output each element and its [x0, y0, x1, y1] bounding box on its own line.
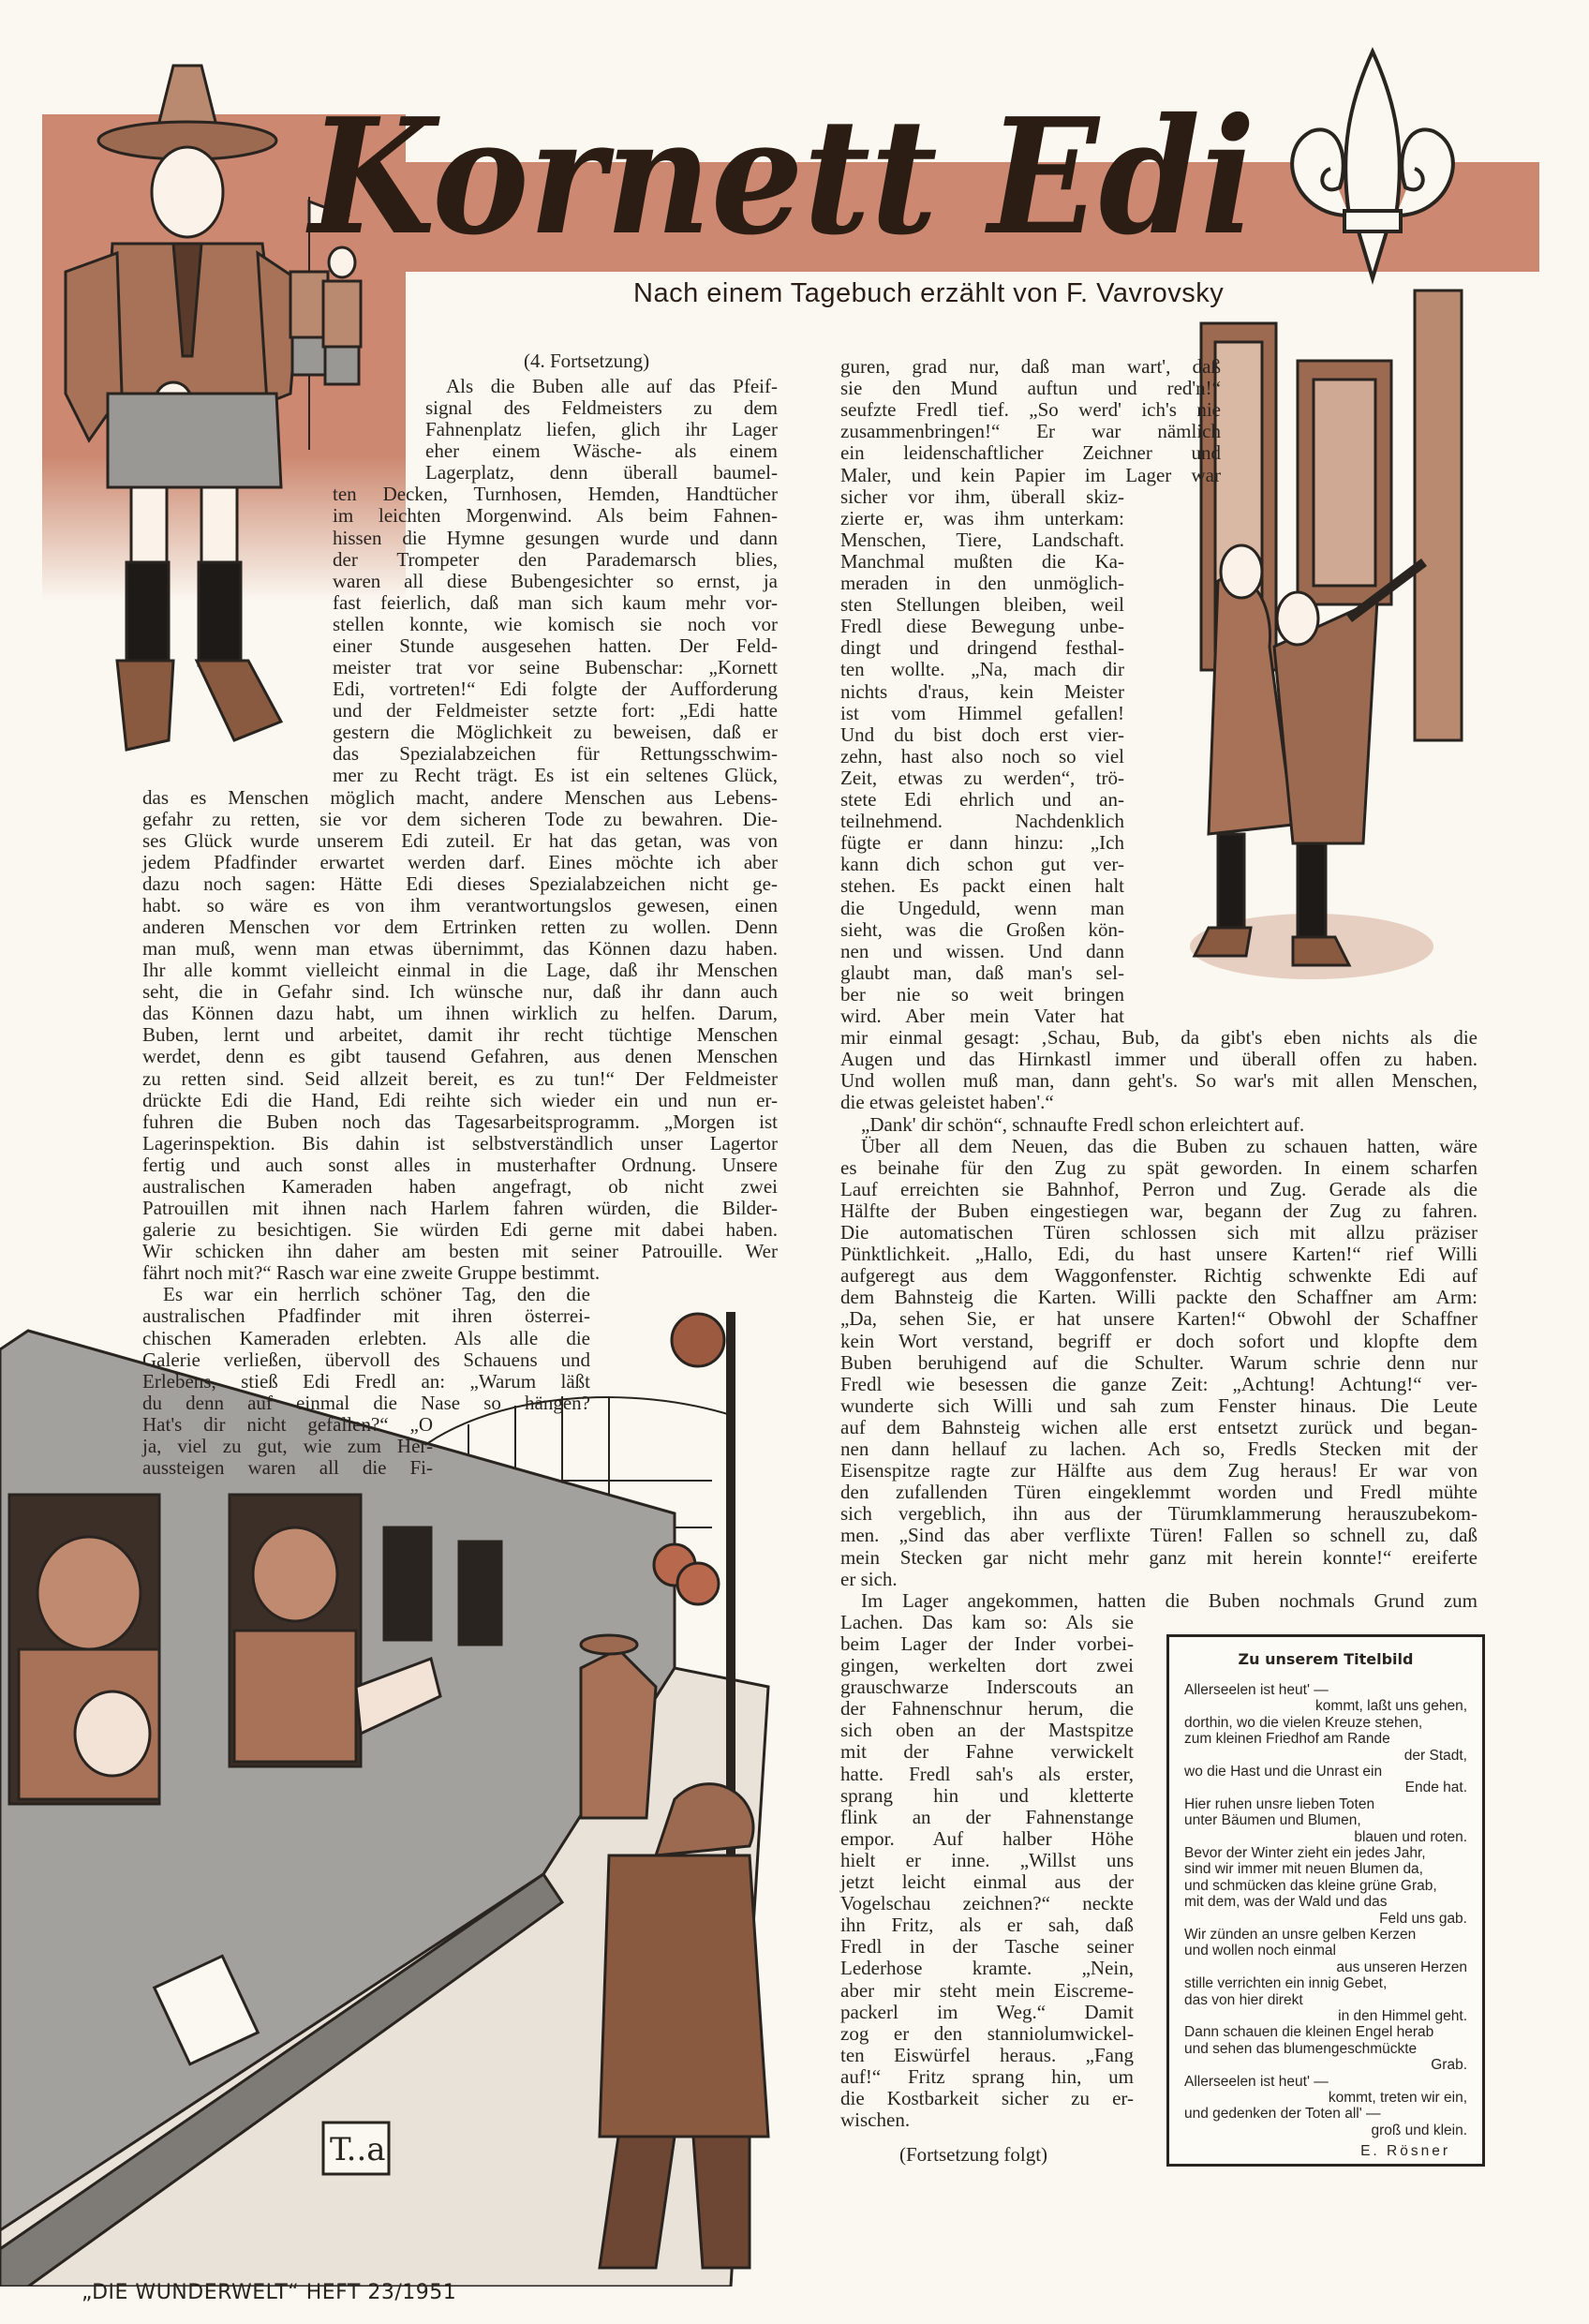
poem-line: groß und klein. — [1371, 2122, 1467, 2138]
text-line: guren, grad nur, daß man wart', daß — [840, 355, 1221, 378]
text-line: Menschen, Tiere, Landschaft. — [840, 528, 1124, 551]
text-line: beim Lager der Inder vorbei- — [840, 1631, 1134, 1655]
illustrator-signature: T..a — [330, 2131, 386, 2168]
poem-line: Wir zünden an unsre gelben Kerzen — [1184, 1927, 1417, 1943]
text-line: sich vergeblich, ihn aus der Türumklammerung herauszubekom- — [840, 1502, 1478, 1526]
text-line: seht, die in Gefahr sind. Ich wünsche nur, daß ihr dann auch — [142, 980, 778, 1004]
poem-line: das von hier direkt — [1184, 1991, 1303, 2008]
text-line: aussteigen waren all die Fi- — [142, 1456, 433, 1479]
text-line: ja, viel zu gut, wie zum Her- — [142, 1434, 433, 1457]
text-line: Pünktlichkeit. „Hallo, Edi, du hast unsere Karten!“ rief Willi — [840, 1243, 1478, 1266]
text-line: sich oben an der Mastspitze — [840, 1719, 1134, 1742]
poem-line: in den Himmel geht. — [1338, 2008, 1467, 2024]
text-line: australischen Pfadfinder mit ihren österrei- — [142, 1304, 590, 1328]
text-line: ist vom Himmel gefallen! — [840, 701, 1124, 724]
text-line: wischen. — [840, 2108, 911, 2132]
text-line: ten Decken, Turnhosen, Hemden, Handtücher — [333, 483, 778, 506]
publication-footer: „DIE WUNDERWELT“ HEFT 23/1951 — [82, 2281, 457, 2304]
text-line: gingen, werkelten dort zwei — [840, 1654, 1134, 1676]
story-subtitle: Nach einem Tagebuch erzählt von F. Vavrovsky — [633, 278, 1225, 308]
poem-line: zum kleinen Friedhof am Rande — [1184, 1731, 1390, 1748]
text-line: Die automatischen Türen schlossen sich mit allzu präziser — [840, 1221, 1478, 1244]
text-line: hielt er inne. „Willst uns — [840, 1848, 1134, 1871]
text-line: „Da, sehen Sie, er hat unsere Karten!“ Obwohl der Schaffner — [840, 1307, 1478, 1331]
text-line: dazu noch sagen: Hätte Edi dieses Spezialabzeichen nicht ge- — [142, 872, 778, 895]
text-line: hissen die Hymne gesungen wurde und dann — [333, 526, 778, 549]
text-line: chischen Kameraden erlebten. Als alle die — [142, 1326, 590, 1349]
text-line: Lauf erreichten sie Bahnhof, Perron und Zug. Gerade als die — [840, 1177, 1478, 1200]
text-line: das Können dazu habt, um ihnen wirklich zu helfen. Darum, — [142, 1002, 778, 1025]
poem-line: Ende hat. — [1404, 1780, 1467, 1796]
text-line: die etwas geleistet haben'.“ — [840, 1091, 1054, 1114]
text-line: eher einem Wäsche- als einem — [425, 439, 778, 463]
text-line: Edi, vortreten!“ Edi folgte der Aufforderung — [333, 678, 778, 701]
text-line: Zeit, etwas zu werden“, trö- — [840, 766, 1124, 789]
text-line: sten Stellungen bleiben, weil — [840, 593, 1124, 617]
text-line: zu retten sind. Seid allzeit bereit, es zu tun!“ Der Feldmeister — [142, 1066, 778, 1090]
text-line: Fredl wie besessen die ganze Zeit: „Achtung! Achtung!“ ver- — [840, 1372, 1478, 1395]
text-line: signal des Feldmeisters zu dem — [425, 396, 778, 420]
text-line: zusammenbringen!“ Er war nämlich — [840, 420, 1221, 443]
text-line: ihn Fritz, als er sah, daß — [840, 1914, 1134, 1937]
text-line: Galerie verließen, übervoll des Schauens und — [142, 1348, 590, 1371]
text-line: dingt und dringend festhal- — [840, 636, 1124, 660]
text-line: Ihr alle kommt vielleicht einmal in die Lage, daß ihr Menschen — [142, 959, 778, 982]
text-line: und der Feldmeister setzte fort: „Edi hatte — [333, 699, 778, 723]
text-line: anderen Menschen vor dem Ertrinken retten zu wollen. Denn — [142, 916, 778, 938]
poem-line: und sehen das blumengeschmückte — [1184, 2040, 1418, 2057]
text-line: men. „Sind das aber verflixte Türen! Fallen so schnell zu, daß — [840, 1524, 1478, 1547]
text-line: stete Edi ehrlich und an- — [840, 788, 1124, 811]
text-line: zog er den stanniolumwickel- — [840, 2021, 1134, 2045]
text-line: dem Bahnsteig die Karten. Willi packte den Schaffner am Arm: — [840, 1286, 1478, 1309]
text-line: glaubt man, daß man's sel- — [840, 961, 1124, 984]
text-line: aufgeregt aus dem Waggonfenster. Richtig schwenkte Edi auf — [840, 1264, 1478, 1288]
text-line: australischen Kameraden haben angefragt, ob nicht zwei — [142, 1174, 778, 1198]
poem-line: Hier ruhen unsre lieben Toten — [1184, 1795, 1375, 1812]
text-line: stehen. Es packt einen halt — [840, 874, 1124, 898]
poem-line: sind wir immer mit neuen Blumen da, — [1184, 1861, 1423, 1878]
text-line: nen und wissen. Und dann — [840, 939, 1124, 962]
poem-line: Bevor der Winter zieht ein jedes Jahr, — [1184, 1845, 1426, 1861]
text-line: fertig und auch sonst alles in musterhafter Ordnung. Unsere — [142, 1153, 778, 1176]
text-line: sicher vor ihm, überall skiz- — [840, 484, 1124, 508]
poem-title: Zu unserem Titelbild — [1238, 1650, 1414, 1668]
text-line: Lagerplatz, denn überall baumel- — [425, 461, 778, 484]
poem-line: stille verrichten ein innig Gebet, — [1184, 1975, 1388, 1992]
text-line: nen dann hellauf zu lachen. Ach so, Fredls Stecken mit der — [840, 1438, 1478, 1460]
text-line: fast feierlich, daß man sich kaum mehr vor- — [333, 590, 778, 614]
text-line: Buben beruhigend auf die Schulter. Warum schrie denn nur — [840, 1350, 1478, 1374]
poem-author: E. Rösner — [1360, 2143, 1450, 2159]
poem-line: blauen und roten. — [1354, 1828, 1467, 1845]
text-line: ein leidenschaftlicher Zeichner und — [840, 441, 1221, 465]
text-line: ses Glück wurde unserem Edi zuteil. Er hat das getan, was von — [142, 828, 778, 852]
text-line: Und du bist doch erst vier- — [840, 723, 1124, 746]
text-line: drückte Edi die Hand, Edi reihte sich wieder ein und nun er- — [142, 1088, 778, 1111]
text-line: zierte er, was ihm unterkam: — [840, 506, 1124, 529]
text-line: wird. Aber mein Vater hat — [840, 1005, 1124, 1027]
text-line: hatte. Fredl sah's als erster, — [840, 1762, 1134, 1785]
text-line: jedem Pfadfinder erwartet werden darf. Eines möchte ich aber — [142, 850, 778, 873]
text-line: mit der Fahne verwickelt — [840, 1740, 1134, 1764]
text-line: Lachen. Das kam so: Als sie — [840, 1610, 1134, 1633]
text-line: Hälfte der Buben eingestiegen war, begann der Zug zu fahren. — [840, 1199, 1478, 1222]
poem-line: und wollen noch einmal — [1184, 1943, 1336, 1959]
text-line: man muß, wenn man etwas übernimmt, das Können dazu haben. — [142, 937, 778, 961]
text-line: Eisenspitze ragte zur Hälfte aus dem Zug heraus! Er war von — [840, 1459, 1478, 1482]
text-line: fügte er dann hinzu: „Ich — [840, 831, 1124, 855]
text-line: sie den Mund auftun und red'n!“ — [840, 377, 1221, 400]
poem-box — [1166, 1634, 1485, 2167]
text-line: ten wollte. „Na, mach dir — [840, 658, 1124, 681]
poem-line: Allerseelen ist heut' — — [1184, 2073, 1329, 2090]
text-line: Wir schicken ihn daher am besten mit seiner Patrouille. Wer — [142, 1240, 778, 1263]
text-line: fuhren die Buben noch das Tagesarbeitsprogramm. „Morgen ist — [142, 1110, 778, 1133]
text-line: meister trat vor seine Bubenschar: „Kornett — [333, 656, 778, 679]
text-line: mir einmal gesagt: ‚Schau, Bub, da gibt's eben nichts als die — [840, 1026, 1478, 1050]
text-line: werdet, denn es gibt tausend Gefahren, aus denen Menschen — [142, 1045, 778, 1068]
text-line: meraden in den unmöglich- — [840, 572, 1124, 594]
text-line: waren all diese Bubengesichter so ernst, ja — [333, 569, 778, 592]
poem-line: Dann schauen die kleinen Engel herab — [1184, 2024, 1434, 2041]
text-line: im leichten Morgenwind. Als beim Fahnen- — [333, 504, 778, 528]
text-line: auf dem Bahnsteig wichen alle erst entsetzt zurück und began- — [840, 1415, 1478, 1438]
text-line: gestern die Möglichkeit zu beweisen, daß er — [333, 721, 778, 744]
text-line: Im Lager angekommen, hatten die Buben nochmals Grund zum — [861, 1588, 1478, 1612]
text-line: Über all dem Neuen, das die Buben zu schauen hatten, wäre — [861, 1134, 1478, 1157]
text-line: Vogelschau zeichnen?“ neckte — [840, 1892, 1134, 1915]
text-line: Buben, lernt und arbeitet, damit ihr recht tüchtige Menschen — [142, 1023, 778, 1047]
text-line: er sich. — [840, 1567, 898, 1590]
text-line: kann dich schon gut ver- — [840, 853, 1124, 876]
text-line: du denn auf einmal die Nase so hängen? — [142, 1391, 590, 1414]
text-line: Hat's dir nicht gefallen?“ „O — [142, 1412, 433, 1436]
poem-line: aus unseren Herzen — [1336, 1959, 1467, 1975]
poem-line: kommt, laßt uns gehen, — [1315, 1698, 1467, 1715]
poem-line: der Stadt, — [1403, 1747, 1467, 1764]
text-line: habt. so wäre es von ihm verantwortungslos gewesen, einen — [142, 893, 778, 916]
text-line: Erlebens, stieß Edi Fredl an: „Warum läßt — [142, 1369, 590, 1393]
poem-line: Grab. — [1431, 2057, 1467, 2074]
text-line: das es Menschen möglich macht, andere Menschen aus Lebens- — [142, 785, 778, 809]
text-line: Manchmal mußten die Ka- — [840, 549, 1124, 573]
poem-line: Allerseelen ist heut' — — [1184, 1682, 1329, 1698]
text-line: Und wollen muß man, dann geht's. So war's mit allen Menschen, — [840, 1069, 1478, 1093]
text-line: fährt noch mit?“ Rasch war eine zweite Gruppe bestimmt. — [142, 1261, 601, 1285]
poem-line: kommt, treten wir ein, — [1328, 2090, 1467, 2106]
text-line: Lederhose kramte. „Nein, — [840, 1957, 1134, 1980]
text-line: wunderte sich Willi und sah zum Fenster hinaus. Die Leute — [840, 1393, 1478, 1417]
text-line: Maler, und kein Papier im Lager war — [840, 463, 1221, 486]
text-line: die Ungeduld, wenn man — [840, 896, 1124, 919]
installment-label: (4. Fortsetzung) — [524, 350, 650, 372]
story-title: Kornett Edi — [305, 83, 1256, 271]
text-line: mein Stecken gar nicht mehr ganz mit herein konnte!“ ereiferte — [840, 1545, 1478, 1569]
text-line: Augen und das Hirnkastl immer und überall offen zu haben. — [840, 1048, 1478, 1071]
poem-line: und schmücken das kleine grüne Grab, — [1184, 1877, 1437, 1894]
text-line: empor. Auf halber Höhe — [840, 1826, 1134, 1850]
text-line: „Dank' dir schön“, schnaufte Fredl schon erleichtert auf. — [861, 1112, 1305, 1136]
text-line: jetzt leicht einmal aus der — [840, 1870, 1134, 1893]
text-line: flink an der Fahnenstange — [840, 1805, 1134, 1828]
gallery-illustration — [1190, 290, 1462, 979]
text-line: Lagerinspektion. Bis dahin ist selbstverständlich unser Lagertor — [142, 1131, 778, 1155]
text-line: den zufallenden Türen eingeklemmt worden und Fredl mühte — [840, 1481, 1478, 1504]
poem-line: mit dem, was der Wald und das — [1184, 1894, 1388, 1911]
text-line: sieht, was die Großen kön- — [840, 917, 1124, 941]
poem-line: dorthin, wo die vielen Kreuze stehen, — [1184, 1714, 1423, 1731]
text-line: teilnehmend. Nachdenklich — [840, 810, 1124, 833]
poem-line: und gedenken der Toten all' — — [1184, 2106, 1381, 2123]
text-line: Fredl diese Bewegung unbe- — [840, 615, 1124, 638]
text-line: sprang hin und kletterte — [840, 1783, 1134, 1807]
text-line: Fredl in der Tasche seiner — [840, 1935, 1134, 1959]
poem-line: wo die Hast und die Unrast ein — [1184, 1764, 1383, 1780]
text-line: mer zu Recht trägt. Es ist ein seltenes Glück, — [333, 764, 778, 787]
text-line: Als die Buben alle auf das Pfeif- — [446, 375, 778, 397]
text-line: nichts d'raus, kein Meister — [840, 679, 1124, 703]
text-line: gefahr zu retten, sie vor dem sicheren Tode zu bewahren. Die- — [142, 807, 778, 830]
text-line: grauschwarze Inderscouts an — [840, 1676, 1134, 1699]
text-line: zehn, hast also noch so viel — [840, 744, 1124, 767]
text-line: einer Stunde ausgesehen hatten. Der Feld- — [333, 633, 778, 657]
text-line: kein Wort verstand, begriff er doch sofort und klopfte dem — [840, 1329, 1478, 1352]
text-line: der Fahnenschnur herum, die — [840, 1697, 1134, 1721]
text-line: aber mir steht mein Eiscreme- — [840, 1978, 1134, 2002]
poem-line: Feld uns gab. — [1379, 1910, 1467, 1927]
text-line: auf!“ Fritz sprang hin, um — [840, 2064, 1134, 2088]
text-line: Es war ein herrlich schöner Tag, den die — [163, 1283, 590, 1306]
continued-note: (Fortsetzung folgt) — [899, 2143, 1048, 2166]
poem-line: unter Bäumen und Blumen, — [1184, 1812, 1361, 1829]
text-line: seufzte Fredl tief. „So werd' ich's nie — [840, 398, 1221, 422]
text-line: stellen konnte, wie komisch sie noch vor — [333, 612, 778, 635]
text-line: das Spezialabzeichen für Rettungsschwim- — [333, 742, 778, 766]
text-line: packerl im Weg.“ Damit — [840, 2000, 1134, 2023]
text-line: Fahnenplatz liefen, glich ihr Lager — [425, 418, 778, 441]
text-line: ten Eiswürfel heraus. „Fang — [840, 2043, 1134, 2066]
text-line: die Kostbarkeit sicher zu er- — [840, 2087, 1134, 2109]
text-line: ber nie so weit bringen — [840, 982, 1124, 1006]
text-line: Patrouillen mit ihnen nach Harlem fahren würden, die Bilder- — [142, 1197, 778, 1220]
text-line: es beinahe für den Zug zu spät geworden. In einem scharfen — [840, 1155, 1478, 1179]
text-line: der Trompeter den Parademarsch blies, — [333, 547, 778, 571]
text-line: galerie zu besichtigen. Sie würden Edi gerne mit dabei haben. — [142, 1218, 778, 1242]
